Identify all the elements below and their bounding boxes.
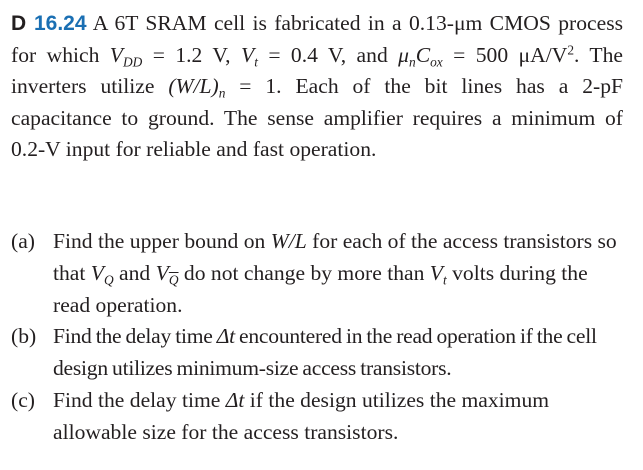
part-text: Find the delay time Δt encountered in the read operation if the cell design utilizes minimum-size access transistors. xyxy=(53,324,597,381)
problem-number: D 16.24 xyxy=(11,12,87,35)
part-text: Find the upper bound on W/L for each of the access transistors so that $V_Q$ and $V_{\overline{Q}}$ do not change by more than $V_t$ volts during the read operation. xyxy=(53,229,617,317)
part-text: Find the delay time Δt if the design utilizes the maximum allowable size for the access transistors. xyxy=(53,387,550,444)
problem-parts xyxy=(11,226,623,449)
part-label: (c) xyxy=(11,387,35,412)
part-label: (a) xyxy=(11,229,35,253)
part-a xyxy=(11,226,623,321)
problem-statement: D 16.24 A 6T SRAM cell is fabricated in a 0.13-μm CMOS process for which $V_{DD} = 1.2$ V, $V_t = 0.4$ V, and $\mu_nC_{ox} = 500$ $\mu A/V^2$. The inverters utilize $(W/L)_n = 1$. Each of the bit lines has a 2-pF capacitance to ground. The sense amplifier requires a minimum of 0.2-V input for reliable and fast operation. xyxy=(11,11,624,162)
part-label: (b) xyxy=(11,324,37,349)
part-b xyxy=(11,321,623,385)
part-c xyxy=(11,385,623,449)
